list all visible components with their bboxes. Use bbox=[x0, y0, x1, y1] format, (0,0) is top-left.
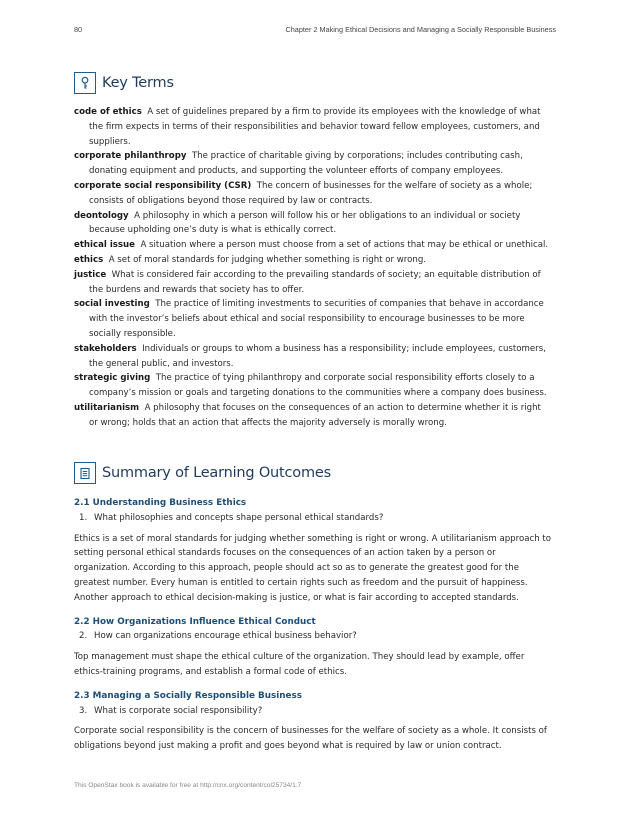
term-entry bbox=[74, 342, 552, 372]
page-number: 80 bbox=[74, 25, 83, 34]
definition: A set of moral standards for judging whether something is right or wrong. bbox=[108, 254, 427, 265]
term-entry bbox=[74, 209, 552, 239]
term-entry bbox=[74, 179, 552, 209]
term-entry bbox=[74, 149, 552, 179]
outcome-block bbox=[74, 689, 552, 754]
outcome-heading: 2.3 Managing a Socially Responsible Business bbox=[74, 690, 302, 701]
term: ethics bbox=[74, 254, 104, 265]
term-entry bbox=[74, 297, 552, 341]
term: corporate social responsibility (CSR) bbox=[74, 180, 252, 191]
term-entry bbox=[74, 105, 552, 149]
definition: A set of guidelines prepared by a firm to provide its employees with the knowledge of what the firm expects in terms of their responsibilities and behavior toward fellow employees, customers, and suppliers. bbox=[89, 107, 541, 147]
definition: The concern of businesses for the welfare of society as a whole; consists of obligations beyond those required by law or contracts. bbox=[89, 180, 533, 206]
term-entry bbox=[74, 401, 552, 431]
section-title: Key Terms bbox=[102, 75, 174, 91]
term-entry bbox=[74, 268, 552, 298]
outcome-answer: Corporate social responsibility is the concern of businesses for the welfare of society as a whole. It consists of obligations beyond just making a profit and goes beyond what is required by law or union contract. bbox=[74, 726, 547, 752]
term: ethical issue bbox=[74, 240, 135, 251]
term: corporate philanthropy bbox=[74, 151, 187, 162]
question-text: How can organizations encourage ethical business behavior? bbox=[94, 631, 357, 642]
question-text: What philosophies and concepts shape personal ethical standards? bbox=[94, 512, 384, 523]
term: social investing bbox=[74, 299, 150, 310]
learning-outcomes bbox=[74, 496, 552, 763]
definition: A situation where a person must choose from a set of actions that may be ethical or unethical. bbox=[140, 240, 549, 251]
term: stakeholders bbox=[74, 343, 137, 354]
outcome-heading: 2.1 Understanding Business Ethics bbox=[74, 498, 247, 508]
question-number: 3. bbox=[79, 705, 88, 716]
summary-heading bbox=[74, 462, 331, 484]
definition: The practice of limiting investments to securities of companies that behave in accordance with the investor’s beliefs about ethical and social responsibility to encourage businesses to be more socially responsible. bbox=[89, 299, 544, 339]
outcome-question bbox=[74, 704, 552, 719]
chapter-title: Chapter 2 Making Ethical Decisions and Managing a Socially Responsible Business bbox=[285, 25, 556, 34]
question-number: 2. bbox=[79, 631, 88, 642]
document-icon bbox=[74, 462, 96, 484]
term-entry bbox=[74, 253, 552, 268]
term-entry bbox=[74, 238, 552, 253]
definition: What is considered fair according to the prevailing standards of society; an equitable distribution of the burdens and rewards that society has to offer. bbox=[89, 269, 541, 295]
term: justice bbox=[74, 269, 107, 280]
outcome-block bbox=[74, 615, 552, 680]
outcome-heading: 2.2 How Organizations Influence Ethical Conduct bbox=[74, 616, 316, 627]
outcome-answer: Ethics is a set of moral standards for judging whether something is right or wrong. A utilitarianism approach to setting personal ethical standards focuses on the consequences of an action taken by a person or organization. According to this approach, people should act so as to generate the greatest good for the greatest number. Every human is entitled to certain rights such as freedom and the pursuit of happiness. Another approach to ethical decision-making is justice, or what is fair according to accepted standards. bbox=[74, 533, 552, 603]
question-number: 1. bbox=[79, 512, 88, 523]
outcome-question bbox=[74, 629, 552, 644]
key-icon bbox=[74, 72, 96, 94]
definition: Individuals or groups to whom a business has a responsibility; include employees, customers, the general public, and investors. bbox=[89, 343, 546, 369]
definition: The practice of charitable giving by corporations; includes contributing cash, donating equipment and products, and supporting the volunteer efforts of company employees. bbox=[89, 151, 523, 177]
page-footer: This OpenStax book is available for free at http://cnx.org/content/col25734/1.7 bbox=[74, 782, 302, 789]
outcome-answer: Top management must shape the ethical culture of the organization. They should lead by example, offer ethics-training programs, and establish a formal code of ethics. bbox=[74, 652, 525, 677]
definition: A philosophy that focuses on the consequences of an action to determine whether it is right or wrong; holds that an action that affects the majority adversely is morally wrong. bbox=[89, 402, 541, 428]
outcome-block bbox=[74, 496, 552, 606]
page-header bbox=[74, 25, 556, 37]
term: utilitarianism bbox=[74, 402, 140, 413]
outcome-question bbox=[74, 511, 552, 526]
term: deontology bbox=[74, 210, 129, 221]
term-entry bbox=[74, 371, 552, 401]
term: code of ethics bbox=[74, 107, 142, 117]
key-terms-list bbox=[74, 105, 552, 431]
definition: The practice of tying philanthropy and corporate social responsibility efforts closely to a company’s mission or goals and targeting donations to the communities where a company does business. bbox=[89, 373, 547, 399]
key-terms-heading bbox=[74, 72, 174, 94]
section-title: Summary of Learning Outcomes bbox=[102, 465, 331, 481]
question-text: What is corporate social responsibility? bbox=[94, 705, 263, 716]
term: strategic giving bbox=[74, 373, 151, 384]
definition: A philosophy in which a person will follow his or her obligations to an individual or society because upholding one’s duty is what is ethically correct. bbox=[89, 210, 521, 236]
